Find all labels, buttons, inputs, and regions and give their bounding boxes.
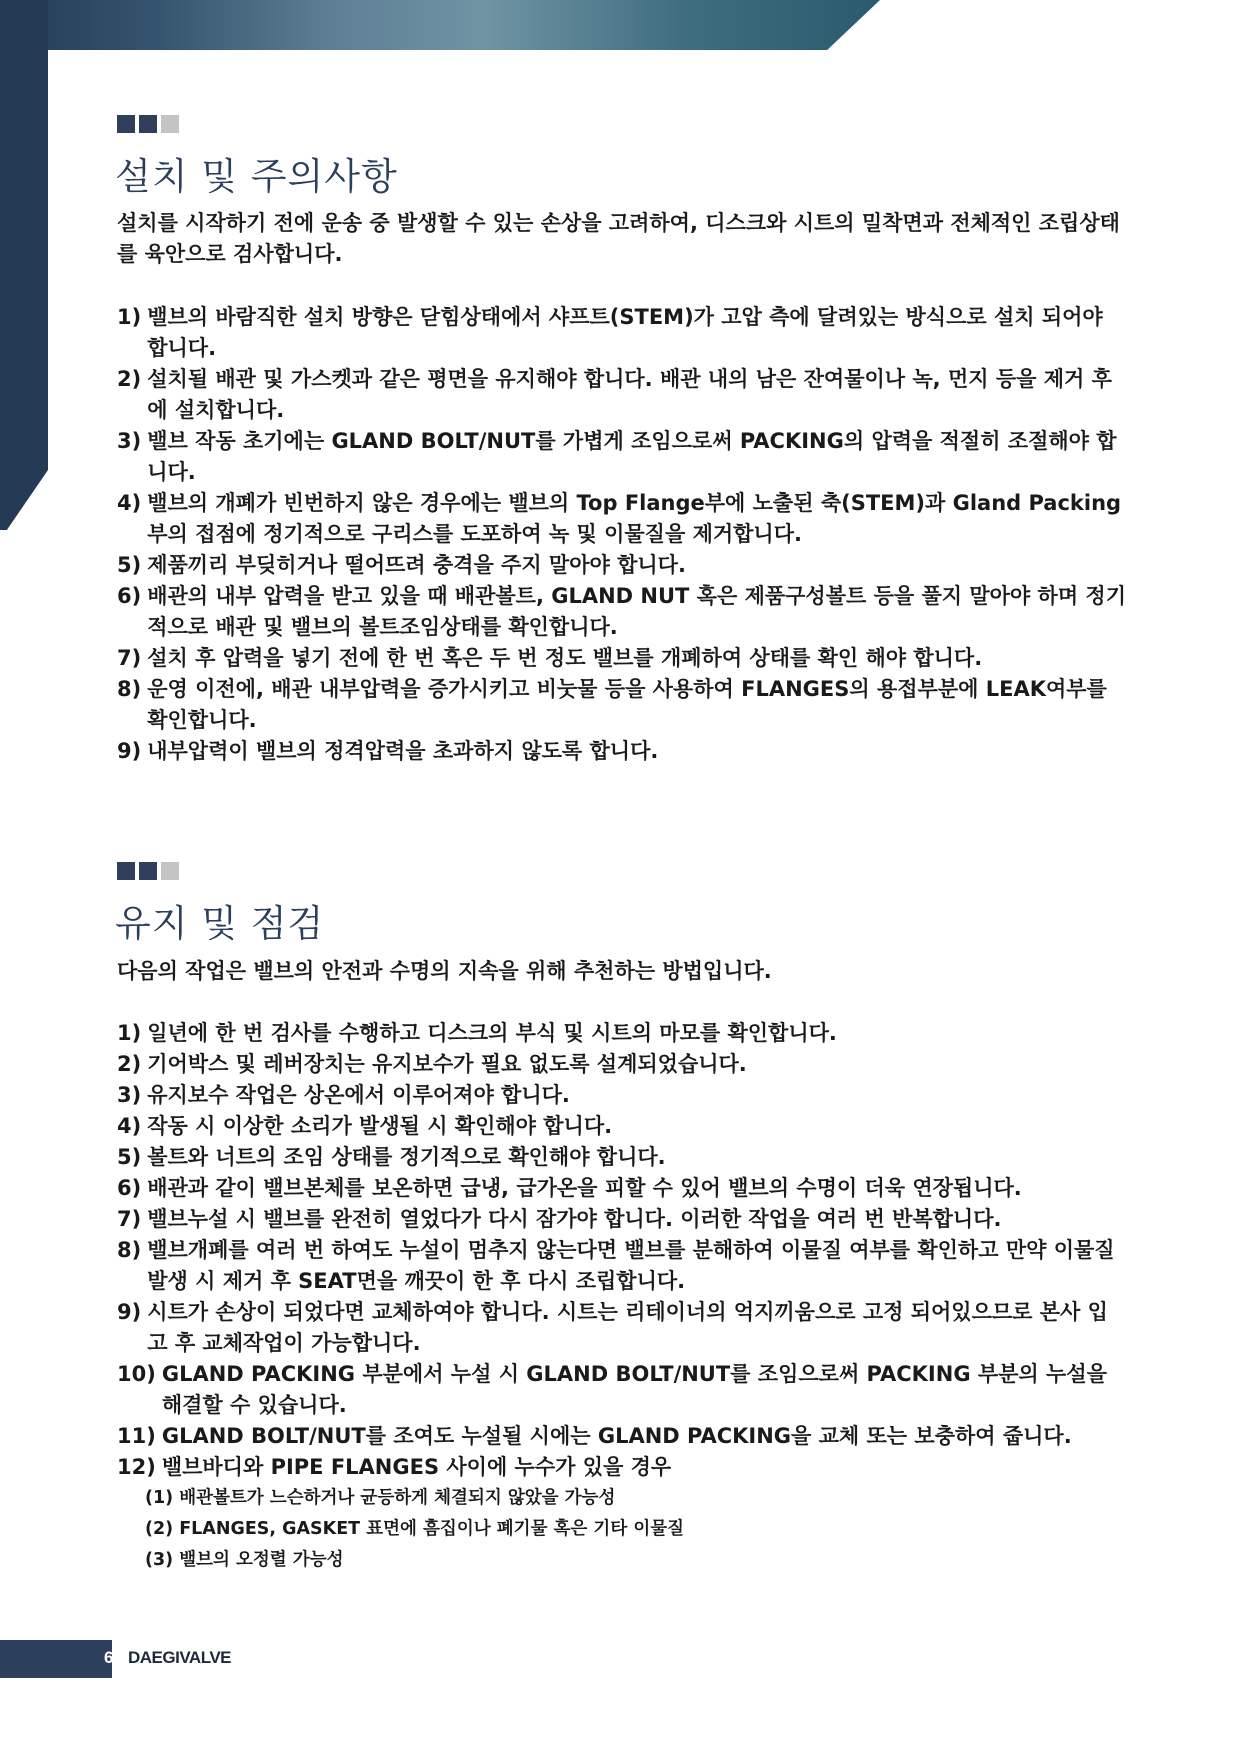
- marker-square-light: [161, 115, 179, 133]
- list-item: 7) 설치 후 압력을 넣기 전에 한 번 혹은 두 번 정도 밸브를 개폐하여 상태를 확인 해야 합니다.: [117, 646, 983, 670]
- marker-square-dark: [139, 115, 157, 133]
- marker-square-light: [161, 862, 179, 880]
- list-item: 7) 밸브누설 시 밸브를 완전히 열었다가 다시 잠가야 합니다. 이러한 작업을 여러 번 반복합니다.: [117, 1207, 1002, 1231]
- list-item: 8) 운영 이전에, 배관 내부압력을 증가시키고 비눗물 등을 사용하여 FLANGES의 용접부분에 LEAK여부를 확인합니다.: [117, 677, 1107, 732]
- marker-square-dark: [139, 862, 157, 880]
- section-intro-installation: 설치를 시작하기 전에 운송 중 발생할 수 있는 손상을 고려하여, 디스크와 시트의 밀착면과 전체적인 조립상태를 육안으로 검사합니다.: [117, 211, 1120, 266]
- list-item: 6) 배관의 내부 압력을 받고 있을 때 배관볼트, GLAND NUT 혹은 제품구성볼트 등을 풀지 말아야 하며 정기적으로 배관 및 밸브의 볼트조임상태를 확인합니다.: [117, 584, 1126, 639]
- list-item: 4) 밸브의 개폐가 빈번하지 않은 경우에는 밸브의 Top Flange부에 노출된 축(STEM)과 Gland Packing부의 접점에 정기적으로 구리스를 도포하여 녹 및 이물질을 제거합니다.: [117, 491, 1122, 546]
- section-marker-icon: [117, 862, 179, 880]
- list-item: 11) GLAND BOLT/NUT를 조여도 누설될 시에는 GLAND PACKING을 교체 또는 보충하여 줍니다.: [117, 1424, 1072, 1448]
- list-item: 8) 밸브개폐를 여러 번 하여도 누설이 멈추지 않는다면 밸브를 분해하여 이물질 여부를 확인하고 만약 이물질 발생 시 제거 후 SEAT면을 깨끗이 한 후 다시 조립합니다.: [117, 1238, 1115, 1293]
- page-number: 6: [104, 1648, 114, 1667]
- list-item: 4) 작동 시 이상한 소리가 발생될 시 확인해야 합니다.: [117, 1114, 613, 1138]
- list-item: 9) 내부압력이 밸브의 정격압력을 초과하지 않도록 합니다.: [117, 739, 659, 763]
- section-marker-icon: [117, 115, 179, 133]
- sub-list-item: (2) FLANGES, GASKET 표면에 흠집이나 폐기물 혹은 기타 이물질: [145, 1519, 685, 1539]
- footer-band: [0, 1640, 112, 1678]
- sub-list-item: (1) 배관볼트가 느슨하거나 균등하게 체결되지 않았을 가능성: [145, 1488, 616, 1508]
- list-item: 6) 배관과 같이 밸브본체를 보온하면 급냉, 급가온을 피할 수 있어 밸브의 수명이 더욱 연장됩니다.: [117, 1176, 1022, 1200]
- list-item: 3) 유지보수 작업은 상온에서 이루어져야 합니다.: [117, 1083, 570, 1107]
- sub-list-container: [117, 1483, 1127, 1576]
- header-gradient-band: [0, 0, 880, 50]
- section-intro-maintenance: 다음의 작업은 밸브의 안전과 수명의 지속을 위해 추천하는 방법입니다.: [117, 959, 772, 983]
- list-item: 10) GLAND PACKING 부분에서 누설 시 GLAND BOLT/NUT를 조임으로써 PACKING 부분의 누설을 해결할 수 있습니다.: [117, 1362, 1107, 1417]
- maintenance-list: [117, 1018, 1127, 1576]
- marker-square-dark: [117, 862, 135, 880]
- list-item: 9) 시트가 손상이 되었다면 교체하여야 합니다. 시트는 리테이너의 억지끼움으로 고정 되어있으므로 본사 입고 후 교체작업이 가능합니다.: [117, 1300, 1108, 1355]
- section-title-maintenance: 유지 및 점검: [115, 902, 325, 945]
- left-navy-bar: [0, 0, 48, 530]
- marker-square-dark: [117, 115, 135, 133]
- list-item: 5) 제품끼리 부딪히거나 떨어뜨려 충격을 주지 말아야 합니다.: [117, 553, 686, 577]
- section-title-installation: 설치 및 주의사항: [115, 155, 398, 198]
- list-item: 1) 일년에 한 번 검사를 수행하고 디스크의 부식 및 시트의 마모를 확인합니다.: [117, 1021, 837, 1045]
- installation-list: [117, 302, 1127, 767]
- list-item: 3) 밸브 작동 초기에는 GLAND BOLT/NUT를 가볍게 조임으로써 PACKING의 압력을 적절히 조절해야 합니다.: [117, 429, 1117, 484]
- list-item: 1) 밸브의 바람직한 설치 방향은 닫힘상태에서 샤프트(STEM)가 고압 측에 달려있는 방식으로 설치 되어야 합니다.: [117, 305, 1103, 360]
- list-item: 5) 볼트와 너트의 조임 상태를 정기적으로 확인해야 합니다.: [117, 1145, 666, 1169]
- list-item: 12) 밸브바디와 PIPE FLANGES 사이에 누수가 있을 경우: [117, 1455, 672, 1479]
- sub-list: [117, 1483, 1127, 1576]
- sub-list-item: (3) 밸브의 오정렬 가능성: [145, 1550, 344, 1570]
- brand-name: DAEGIVALVE: [128, 1648, 231, 1667]
- content-rounded-corner: [48, 50, 148, 150]
- list-item: 2) 설치될 배관 및 가스켓과 같은 평면을 유지해야 합니다. 배관 내의 남은 잔여물이나 녹, 먼지 등을 제거 후에 설치합니다.: [117, 367, 1112, 422]
- list-item: 2) 기어박스 및 레버장치는 유지보수가 필요 없도록 설계되었습니다.: [117, 1052, 747, 1076]
